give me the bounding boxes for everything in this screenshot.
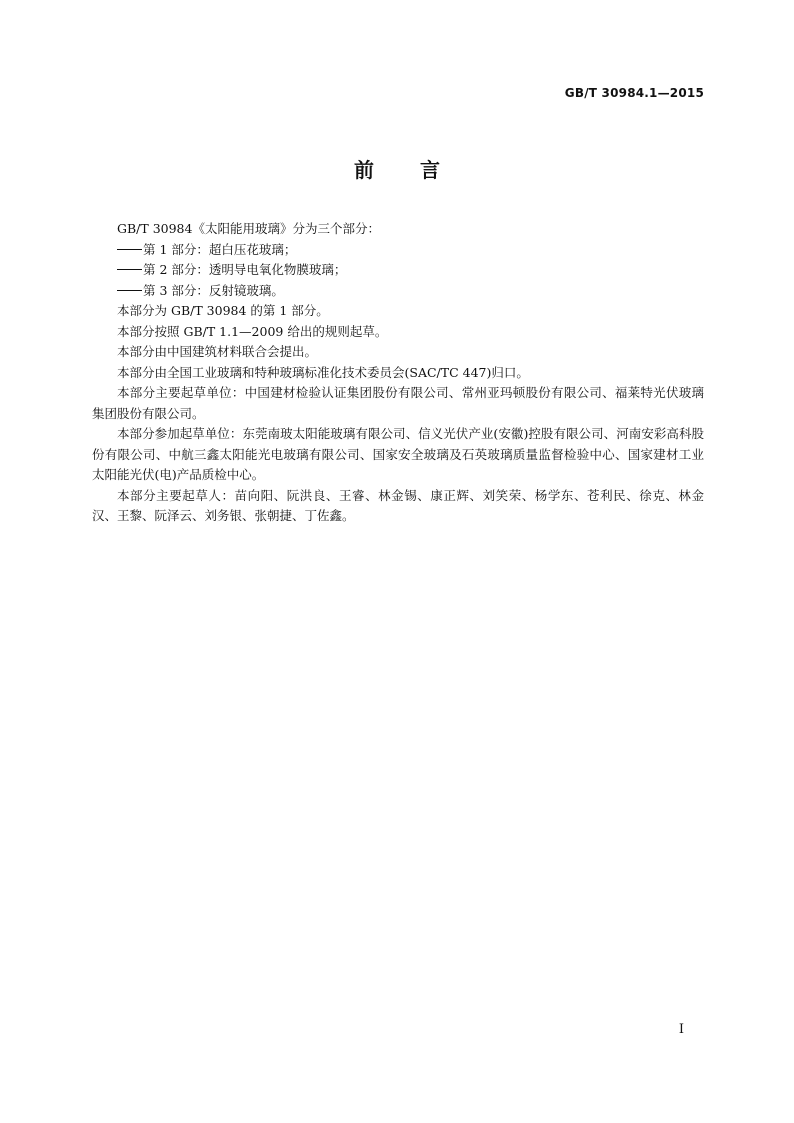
part-list-item-text: 第 3 部分：反射镜玻璃。: [143, 282, 284, 298]
part-list-item-text: 第 1 部分：超白压花玻璃；: [143, 241, 297, 257]
participating-units: 本部分参加起草单位：东莞南玻太阳能玻璃有限公司、信义光伏产业(安徽)控股有限公司、河南安彩高科股份有限公司、中航三鑫太阳能光电玻璃有限公司、国家安全玻璃及石英玻璃质量监督检验中心、国家建材工业太阳能光伏(电)产品质检中心。: [92, 426, 704, 482]
page-title: 前言: [354, 158, 486, 182]
part-list-item: [92, 260, 704, 281]
part-list-item: [92, 240, 704, 261]
part-list-item: [92, 281, 704, 302]
standard-number: GB/T 30984.1—2015: [564, 86, 704, 100]
part-list-item-text: 第 2 部分：透明导电氧化物膜玻璃；: [143, 262, 347, 277]
dash-marker: [117, 249, 142, 250]
main-drafters: 本部分主要起草人：苗向阳、阮洪良、王睿、林金锡、康正辉、刘笑荣、杨学东、苍利民、徐克、林金汉、王黎、阮泽云、刘务银、张朝捷、丁佐鑫。: [92, 487, 704, 523]
page-number: I: [678, 1022, 684, 1037]
part-statement: 本部分为 GB/T 30984 的第 1 部分。: [117, 303, 329, 318]
dash-marker: [117, 269, 142, 270]
preface-body: [92, 219, 704, 527]
drafting-rules: 本部分按照 GB/T 1.1—2009 给出的规则起草。: [117, 323, 388, 339]
centralized-by: 本部分由全国工业玻璃和特种玻璃标准化技术委员会(SAC/TC 447)归口。: [117, 364, 529, 380]
proposed-by: 本部分由中国建筑材料联合会提出。: [117, 344, 318, 359]
main-drafting-units: 本部分主要起草单位：中国建材检验认证集团股份有限公司、常州亚玛顿股份有限公司、福莱特光伏玻璃集团股份有限公司。: [92, 385, 704, 421]
intro-paragraph: GB/T 30984《太阳能用玻璃》分为三个部分：: [117, 221, 380, 236]
dash-marker: [117, 290, 142, 291]
